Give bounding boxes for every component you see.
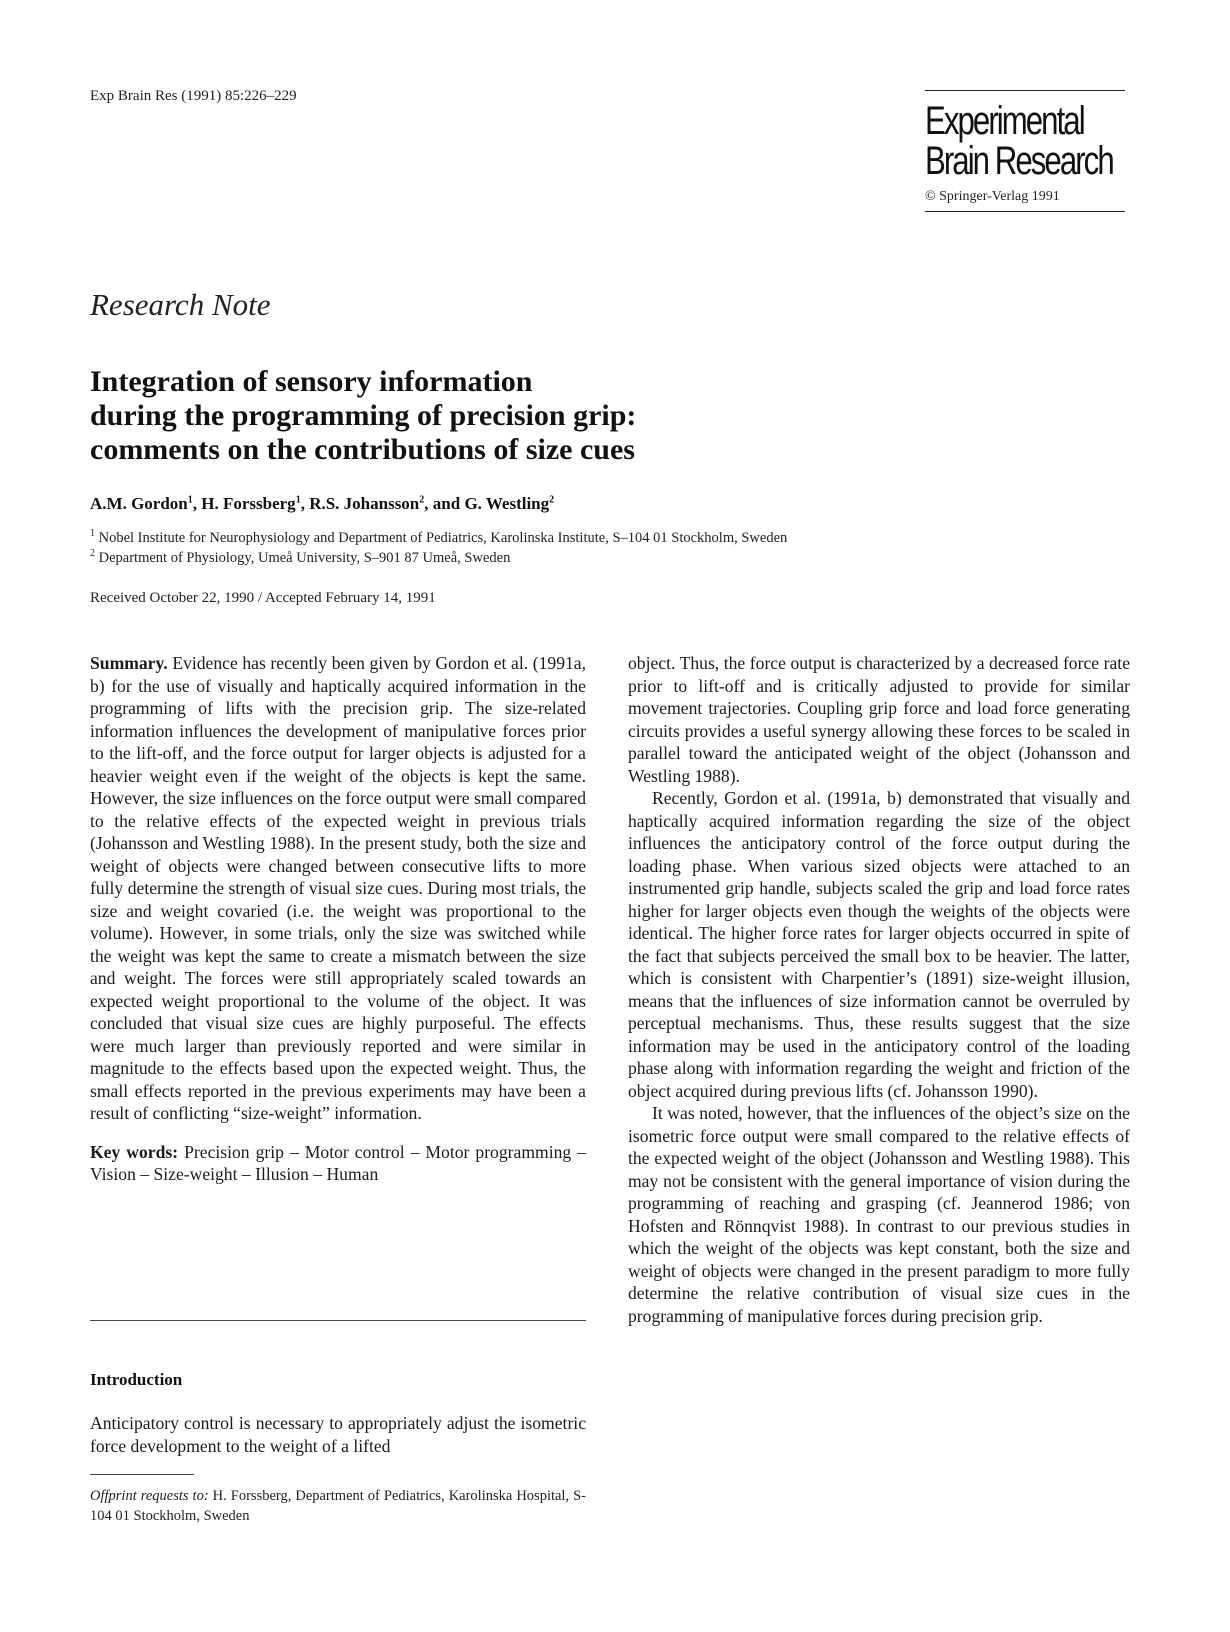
body-paragraph: It was noted, however, that the influences of the object’s size on the isometric force output were small compared to the relative effects of the expected weight of the object (Johansson and Westling 1988). This may not be consistent with the general importance of vision during the programming of reaching and grasping (cf. Jeannerod 1986; von Hofsten and Rönnqvist 1988). In contrast to our previous studies in which the weight of the objects was kept constant, both the size and weight of objects were changed in the present paradigm to more fully determine the relative contribution of visual size cues in the programming of manipulative forces during precision grip. xyxy=(628,1103,1130,1326)
journal-name-line1: Experimental xyxy=(925,99,1084,143)
keywords-text: Precision grip – Motor control – Motor programming – Vision – Size-weight – Illusion – Human xyxy=(90,1141,586,1184)
affiliation-text: Department of Physiology, Umeå University, S–901 87 Umeå, Sweden xyxy=(98,550,511,566)
affiliation-mark: 1 xyxy=(90,528,95,540)
body-paragraph: Recently, Gordon et al. (1991a, b) demonstrated that visually and haptically acquired information regarding the size of the object influences the anticipatory control of the force output during the loading phase. When various sized objects were attached to an instrumented grip handle, subjects scaled the grip and load force rates higher for larger objects even though the weights of the objects were identical. The higher force rates for larger objects occurred in spite of the fact that subjects perceived the small box to be heavier. The latter, which is consistent with Charpentier’s (1891) size-weight illusion, means that the influences of size information cannot be overruled by perceptual mechanisms. Thus, these results suggest that the size information may be used in the anticipatory control of the loading phase along with information regarding the weight and friction of the object acquired during previous lifts (cf. Johansson 1990). xyxy=(628,788,1130,1101)
affiliation xyxy=(90,548,787,568)
author-separator: , xyxy=(192,494,202,513)
summary-text: Evidence has recently been given by Gordon et al. (1991a, b) for the use of visually and haptically acquired information in the programming of lifts with the precision grip. The size-related information influences the development of manipulative forces prior to the lift-off, and the force output for larger objects is adjusted for a heavier weight even if the weight of the objects is kept the same. However, the size influences on the force output were small compared to the relative effects of the expected weight in previous trials (Johansson and Westling 1988). In the present study, both the size and weight of objects were changed between consecutive lifts to more fully determine the strength of visual size cues. During most trials, the size and weight covaried (i.e. the weight was proportional to the volume). However, in some trials, only the size was switched while the weight was kept the same to create a mismatch between the size and weight. The forces were still appropriately scaled towards an expected weight proportional to the volume of the object. It was concluded that visual size cues are highly purposeful. The effects were much larger than previously reported and were similar in magnitude to the effects based upon the expected weight. Thus, the small effects reported in the previous experiments may have been a result of conflicting “size-weight” information. xyxy=(90,653,586,1123)
footnote-rule xyxy=(90,1474,194,1475)
section-divider xyxy=(90,1320,586,1321)
affiliations xyxy=(90,528,787,568)
author-separator: , and xyxy=(424,494,465,513)
footnote-label: Offprint requests to: xyxy=(90,1488,209,1504)
author-affil-mark: 1 xyxy=(187,494,193,506)
footnote-text: H. Forssberg, Department of Pediatrics, Karolinska Hospital, S-104 01 Stockholm, Sweden xyxy=(90,1488,586,1524)
article-type: Research Note xyxy=(90,287,271,322)
author-name: A.M. Gordon xyxy=(90,494,188,513)
header-rule-bottom xyxy=(925,211,1125,212)
summary-paragraph xyxy=(90,652,586,1125)
title-line: during the programming of precision grip: xyxy=(90,399,637,432)
summary-label: Summary. xyxy=(90,653,168,673)
author-name: H. Forssberg xyxy=(201,494,296,513)
introduction-heading: Introduction xyxy=(90,1370,183,1389)
journal-citation: Exp Brain Res (1991) 85:226–229 xyxy=(90,88,297,104)
header-rule-top xyxy=(925,90,1125,91)
keywords-label: Key words: xyxy=(90,1141,179,1162)
author-affil-mark: 2 xyxy=(419,494,425,506)
affiliation xyxy=(90,528,787,548)
author-separator: , xyxy=(300,494,310,513)
author-name: R.S. Johansson xyxy=(309,494,420,513)
introduction-paragraph: Anticipatory control is necessary to appropriately adjust the isometric force development to the weight of a lifted xyxy=(90,1413,586,1456)
introduction-text xyxy=(90,1412,586,1457)
body-paragraph: object. Thus, the force output is characterized by a decreased force rate prior to lift-off and is critically adjusted to provide for similar movement trajectories. Coupling grip force and load force generating circuits provides a useful synergy allowing these forces to be scaled in parallel toward the anticipated weight of the object (Johansson and Westling 1988). xyxy=(628,653,1130,786)
title-line: comments on the contributions of size cues xyxy=(90,433,635,466)
affiliation-text: Nobel Institute for Neurophysiology and Department of Pediatrics, Karolinska Institute, S–104 01 Stockholm, Sweden xyxy=(98,530,788,546)
journal-logo-block xyxy=(925,90,1125,212)
author-affil-mark: 1 xyxy=(295,494,301,506)
journal-name-line2: Brain Research xyxy=(925,139,1113,183)
article-title xyxy=(90,365,850,467)
right-column xyxy=(628,652,1130,1327)
title-line: Integration of sensory information xyxy=(90,365,533,398)
footnote xyxy=(90,1486,586,1526)
affiliation-mark: 2 xyxy=(90,548,95,560)
author-name: G. Westling xyxy=(464,494,550,513)
author-affil-mark: 2 xyxy=(549,494,555,506)
copyright: © Springer-Verlag 1991 xyxy=(925,189,1060,204)
left-column xyxy=(90,652,586,1186)
keywords-paragraph xyxy=(90,1141,586,1186)
author-list xyxy=(90,494,554,514)
received-dates: Received October 22, 1990 / Accepted February 14, 1991 xyxy=(90,590,436,606)
